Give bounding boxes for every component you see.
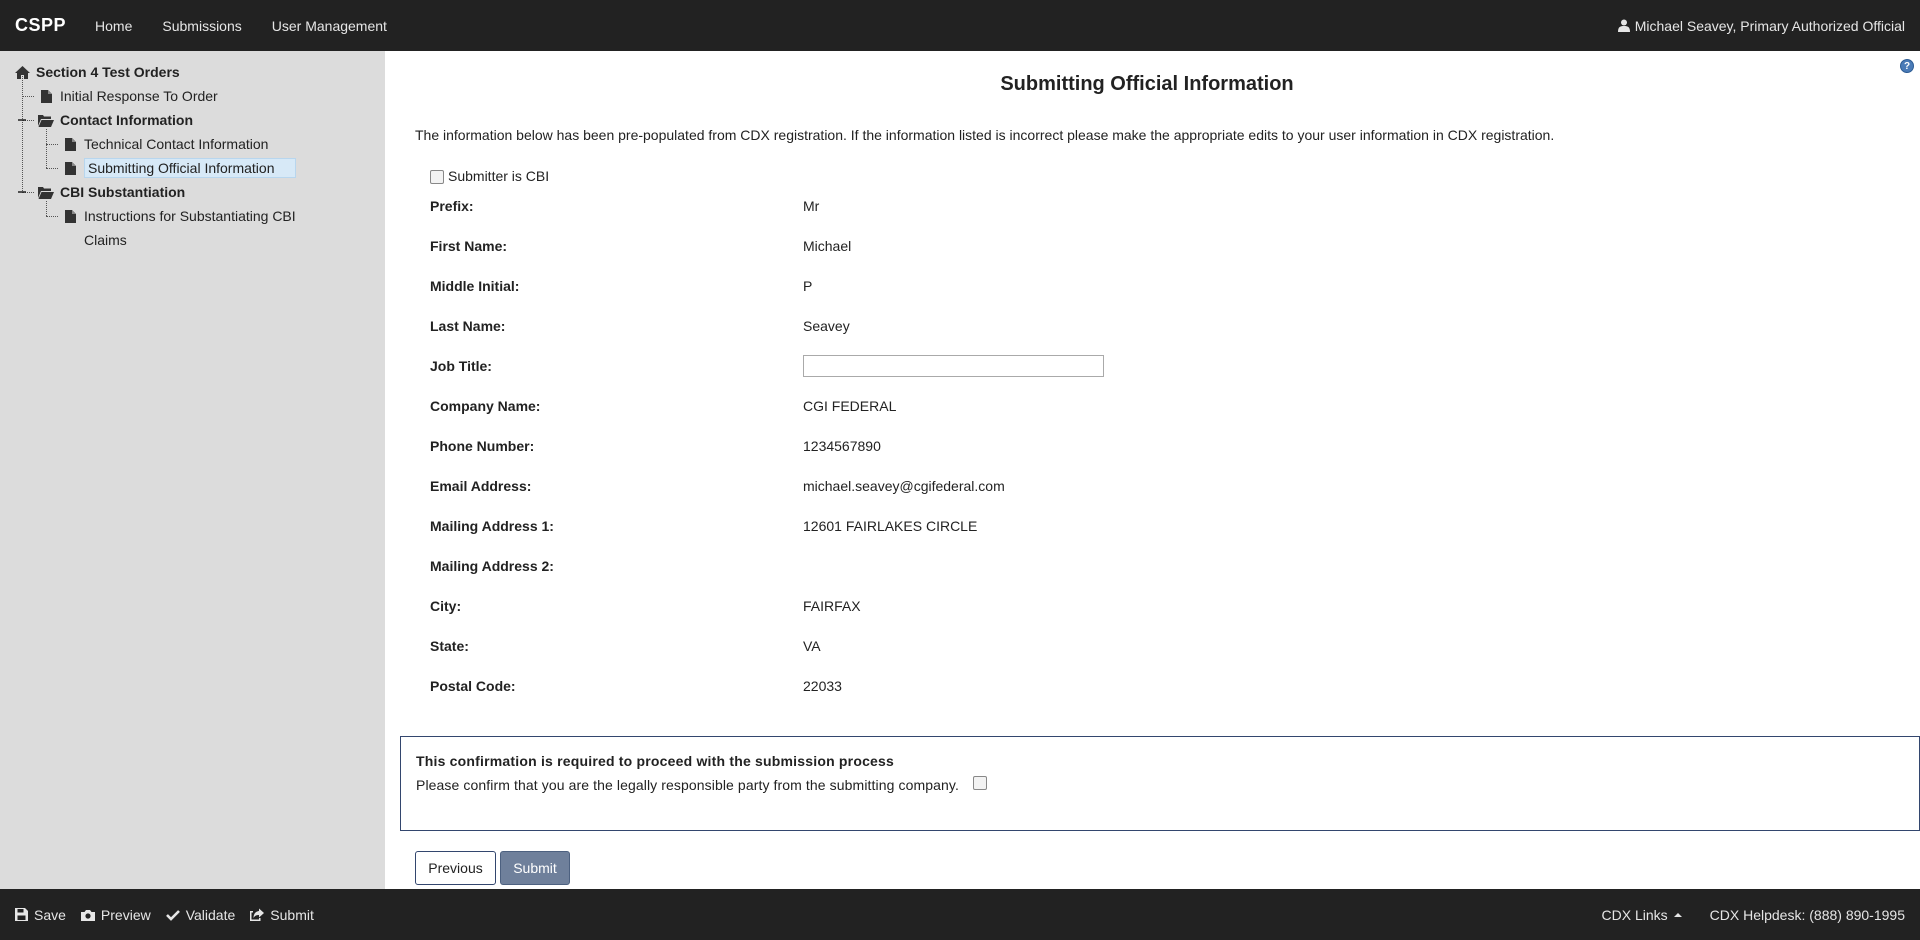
field-value: 1234567890 [803, 438, 881, 454]
tree-item-label: Initial Response To Order [60, 88, 218, 104]
nav-user-management[interactable]: User Management [271, 17, 387, 34]
field-job-title [430, 356, 1330, 376]
footer-save-button[interactable] [15, 907, 66, 923]
field-mailing-address-1 [430, 516, 1330, 536]
field-label: Email Address: [430, 478, 532, 494]
sidebar-tree [0, 51, 385, 889]
confirmation-panel [400, 736, 1920, 831]
field-city [430, 596, 1330, 616]
previous-button[interactable]: Previous [415, 851, 496, 885]
tree-item-initial-response[interactable] [38, 85, 218, 107]
field-first-name [430, 236, 1330, 256]
top-navbar [0, 0, 1920, 51]
tree-item-label: Technical Contact Information [84, 136, 269, 152]
field-postal-code [430, 676, 1330, 696]
user-icon [1618, 19, 1630, 32]
tree-connector [22, 73, 23, 191]
file-icon [62, 160, 78, 176]
tree-connector [46, 129, 47, 168]
field-value: VA [803, 638, 821, 654]
submitter-cbi-checkbox[interactable] [430, 168, 549, 184]
helpdesk-text: CDX Helpdesk: (888) 890-1995 [1709, 906, 1905, 923]
field-phone-number [430, 436, 1330, 456]
field-label: City: [430, 598, 462, 614]
field-value: FAIRFAX [803, 598, 861, 614]
field-label: Phone Number: [430, 438, 535, 454]
page-title: Submitting Official Information [1000, 73, 1294, 95]
folder-open-icon [38, 112, 54, 128]
tree-item-technical-contact[interactable] [62, 133, 268, 155]
tree-connector [46, 216, 58, 217]
field-email-address [430, 476, 1330, 496]
file-icon [38, 88, 54, 104]
field-label: First Name: [430, 238, 508, 254]
folder-open-icon [38, 184, 54, 200]
field-label: Last Name: [430, 318, 506, 334]
checkmark-icon [166, 909, 180, 921]
field-value: 12601 FAIRLAKES CIRCLE [803, 518, 978, 534]
field-middle-initial [430, 276, 1330, 296]
footer-save-label: Save [34, 906, 66, 923]
footer-toolbar [0, 889, 1920, 940]
collapse-toggle-icon[interactable] [18, 116, 26, 124]
field-label: Job Title: [430, 358, 492, 374]
user-menu[interactable] [1618, 0, 1905, 51]
field-last-name [430, 316, 1330, 336]
checkbox-label: Submitter is CBI [448, 168, 550, 184]
submit-button[interactable]: Submit [500, 851, 570, 885]
confirmation-title: This confirmation is required to proceed with the submission process [416, 753, 895, 769]
job-title-input[interactable] [803, 355, 1104, 377]
field-mailing-address-2 [430, 556, 1330, 576]
help-icon[interactable]: ? [1900, 59, 1914, 73]
main-content [385, 51, 1920, 889]
tree-root-label: Section 4 Test Orders [36, 64, 180, 80]
field-label: Mailing Address 2: [430, 558, 554, 574]
checkbox[interactable] [430, 170, 444, 184]
footer-validate-label: Validate [185, 906, 236, 923]
cdx-links-label: CDX Links [1601, 906, 1668, 923]
field-value: Michael [803, 238, 852, 254]
field-label: Mailing Address 1: [430, 518, 554, 534]
tree-item-instructions-cbi-cont[interactable] [84, 229, 127, 251]
footer-preview-button[interactable] [81, 907, 151, 923]
nav-submissions[interactable]: Submissions [162, 17, 242, 34]
confirmation-text: Please confirm that you are the legally responsible party from the submitting company. [416, 777, 959, 793]
field-value: P [803, 278, 813, 294]
brand-logo[interactable]: CSPP [15, 15, 67, 35]
field-prefix [430, 196, 1330, 216]
tree-connector [22, 96, 34, 97]
intro-text: The information below has been pre-populated from CDX registration. If the information listed is incorrect please make the appropriate edits to your user information in CDX registration. [415, 127, 1555, 143]
caret-up-icon [1674, 913, 1682, 917]
nav-home[interactable]: Home [95, 17, 133, 34]
field-value: Mr [803, 198, 820, 214]
field-state [430, 636, 1330, 656]
tree-connector [46, 144, 58, 145]
tree-folder-contact-information[interactable] [38, 109, 193, 131]
file-icon [62, 136, 78, 152]
user-name: Michael Seavey, Primary Authorized Official [1634, 17, 1905, 34]
tree-item-label: Submitting Official Information [84, 158, 296, 178]
share-square-icon [250, 908, 264, 921]
tree-folder-label: Contact Information [60, 112, 193, 128]
tree-item-submitting-official[interactable] [62, 157, 296, 179]
field-value: michael.seavey@cgifederal.com [803, 478, 1005, 494]
footer-right [1602, 889, 1905, 940]
tree-folder-cbi-substantiation[interactable] [38, 181, 185, 203]
field-label: Prefix: [430, 198, 474, 214]
field-label: Postal Code: [430, 678, 516, 694]
footer-submit-label: Submit [270, 906, 314, 923]
tree-folder-label: CBI Substantiation [60, 184, 186, 200]
tree-root[interactable] [14, 61, 180, 83]
home-icon [14, 64, 30, 80]
confirmation-row [416, 777, 987, 793]
field-value: Seavey [803, 318, 850, 334]
field-label: State: [430, 638, 469, 654]
footer-validate-button[interactable] [166, 907, 236, 923]
footer-submit-button[interactable] [250, 907, 314, 923]
tree-connector [46, 201, 47, 216]
confirmation-checkbox[interactable] [973, 776, 987, 790]
tree-item-label: Instructions for Substantiating CBI [84, 208, 296, 224]
tree-item-label: Claims [84, 232, 127, 248]
save-icon [15, 908, 28, 921]
field-value: CGI FEDERAL [803, 398, 897, 414]
tree-connector [46, 168, 58, 169]
file-icon [62, 208, 78, 224]
footer-preview-label: Preview [100, 906, 151, 923]
cdx-links-dropdown[interactable] [1602, 907, 1682, 923]
collapse-toggle-icon[interactable] [18, 188, 26, 196]
field-company-name [430, 396, 1330, 416]
field-label: Middle Initial: [430, 278, 520, 294]
camera-icon [81, 909, 95, 921]
tree-item-instructions-cbi[interactable] [62, 205, 296, 227]
field-value: 22033 [803, 678, 842, 694]
field-label: Company Name: [430, 398, 541, 414]
